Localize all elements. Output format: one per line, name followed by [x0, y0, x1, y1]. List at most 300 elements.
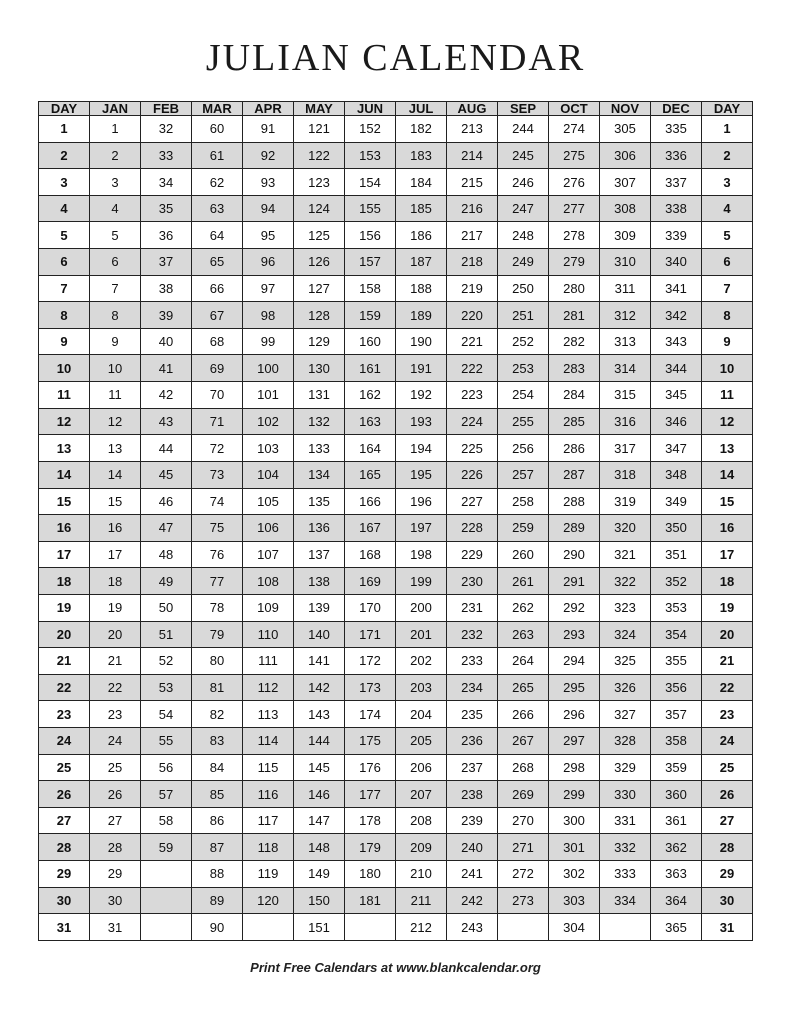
julian-day-cell: 365 — [651, 914, 702, 941]
julian-day-cell: 51 — [141, 621, 192, 648]
julian-day-cell: 29 — [90, 861, 141, 888]
julian-day-cell — [345, 914, 396, 941]
day-number-left: 2 — [39, 142, 90, 169]
julian-day-cell: 313 — [600, 328, 651, 355]
julian-day-cell: 107 — [243, 541, 294, 568]
julian-day-cell: 249 — [498, 249, 549, 276]
julian-day-cell: 90 — [192, 914, 243, 941]
julian-day-cell: 245 — [498, 142, 549, 169]
julian-day-cell: 233 — [447, 648, 498, 675]
julian-day-cell: 255 — [498, 408, 549, 435]
header-jul: JUL — [396, 102, 447, 116]
julian-day-cell: 159 — [345, 302, 396, 329]
julian-day-cell: 34 — [141, 169, 192, 196]
table-row — [39, 116, 753, 143]
julian-day-cell: 280 — [549, 275, 600, 302]
day-number-right: 17 — [702, 541, 753, 568]
julian-day-cell: 331 — [600, 807, 651, 834]
julian-day-cell: 96 — [243, 249, 294, 276]
julian-day-cell: 209 — [396, 834, 447, 861]
julian-day-cell: 98 — [243, 302, 294, 329]
julian-day-cell: 344 — [651, 355, 702, 382]
table-row — [39, 541, 753, 568]
julian-day-cell: 219 — [447, 275, 498, 302]
julian-day-cell: 63 — [192, 195, 243, 222]
julian-day-cell: 44 — [141, 435, 192, 462]
julian-day-cell: 147 — [294, 807, 345, 834]
julian-day-cell: 6 — [90, 249, 141, 276]
julian-day-cell: 126 — [294, 249, 345, 276]
julian-day-cell: 140 — [294, 621, 345, 648]
day-number-left: 16 — [39, 515, 90, 542]
julian-day-cell: 290 — [549, 541, 600, 568]
julian-day-cell: 349 — [651, 488, 702, 515]
julian-day-cell: 110 — [243, 621, 294, 648]
julian-day-cell: 115 — [243, 754, 294, 781]
day-number-right: 11 — [702, 382, 753, 409]
julian-day-cell: 42 — [141, 382, 192, 409]
julian-day-cell — [141, 861, 192, 888]
julian-day-cell: 35 — [141, 195, 192, 222]
julian-day-cell: 230 — [447, 568, 498, 595]
julian-day-cell: 351 — [651, 541, 702, 568]
day-number-right: 13 — [702, 435, 753, 462]
julian-day-cell: 46 — [141, 488, 192, 515]
julian-day-cell: 252 — [498, 328, 549, 355]
julian-day-cell: 1 — [90, 116, 141, 143]
julian-day-cell: 348 — [651, 461, 702, 488]
julian-day-cell: 220 — [447, 302, 498, 329]
day-number-right: 19 — [702, 594, 753, 621]
julian-day-cell: 213 — [447, 116, 498, 143]
table-row — [39, 914, 753, 941]
day-number-right: 24 — [702, 728, 753, 755]
julian-day-cell: 359 — [651, 754, 702, 781]
julian-day-cell: 113 — [243, 701, 294, 728]
julian-day-cell: 299 — [549, 781, 600, 808]
julian-day-cell: 136 — [294, 515, 345, 542]
julian-day-cell: 216 — [447, 195, 498, 222]
table-row — [39, 435, 753, 462]
day-number-left: 31 — [39, 914, 90, 941]
julian-day-cell: 357 — [651, 701, 702, 728]
header-jun: JUN — [345, 102, 396, 116]
julian-day-cell: 150 — [294, 887, 345, 914]
julian-day-cell: 307 — [600, 169, 651, 196]
day-number-right: 28 — [702, 834, 753, 861]
julian-day-cell: 330 — [600, 781, 651, 808]
day-number-right: 3 — [702, 169, 753, 196]
julian-day-cell — [243, 914, 294, 941]
julian-day-cell: 120 — [243, 887, 294, 914]
julian-day-cell: 278 — [549, 222, 600, 249]
julian-day-cell: 338 — [651, 195, 702, 222]
julian-day-cell: 43 — [141, 408, 192, 435]
day-number-left: 10 — [39, 355, 90, 382]
julian-day-cell: 247 — [498, 195, 549, 222]
julian-day-cell: 86 — [192, 807, 243, 834]
julian-day-cell: 171 — [345, 621, 396, 648]
day-number-left: 26 — [39, 781, 90, 808]
julian-day-cell: 187 — [396, 249, 447, 276]
day-number-right: 12 — [702, 408, 753, 435]
julian-day-cell: 80 — [192, 648, 243, 675]
julian-day-cell: 277 — [549, 195, 600, 222]
julian-day-cell: 85 — [192, 781, 243, 808]
julian-day-cell: 176 — [345, 754, 396, 781]
julian-day-cell: 200 — [396, 594, 447, 621]
day-number-left: 21 — [39, 648, 90, 675]
julian-day-cell: 289 — [549, 515, 600, 542]
julian-day-cell: 360 — [651, 781, 702, 808]
day-number-left: 12 — [39, 408, 90, 435]
julian-day-cell: 301 — [549, 834, 600, 861]
table-row — [39, 754, 753, 781]
julian-day-cell: 100 — [243, 355, 294, 382]
julian-day-cell: 227 — [447, 488, 498, 515]
julian-day-cell: 276 — [549, 169, 600, 196]
table-row — [39, 408, 753, 435]
julian-day-cell: 188 — [396, 275, 447, 302]
julian-day-cell: 158 — [345, 275, 396, 302]
julian-day-cell: 102 — [243, 408, 294, 435]
julian-day-cell: 184 — [396, 169, 447, 196]
julian-day-cell: 130 — [294, 355, 345, 382]
julian-day-cell: 168 — [345, 541, 396, 568]
julian-day-cell: 58 — [141, 807, 192, 834]
julian-day-cell: 251 — [498, 302, 549, 329]
table-row — [39, 222, 753, 249]
header-nov: NOV — [600, 102, 651, 116]
julian-day-cell: 206 — [396, 754, 447, 781]
julian-day-cell: 350 — [651, 515, 702, 542]
julian-day-cell: 195 — [396, 461, 447, 488]
julian-day-cell: 288 — [549, 488, 600, 515]
day-number-right: 18 — [702, 568, 753, 595]
julian-day-cell: 114 — [243, 728, 294, 755]
julian-day-cell: 192 — [396, 382, 447, 409]
julian-day-cell: 36 — [141, 222, 192, 249]
julian-day-cell: 237 — [447, 754, 498, 781]
julian-day-cell: 19 — [90, 594, 141, 621]
julian-day-cell: 13 — [90, 435, 141, 462]
julian-day-cell: 119 — [243, 861, 294, 888]
julian-calendar-table — [38, 101, 753, 941]
day-number-right: 22 — [702, 674, 753, 701]
day-number-left: 11 — [39, 382, 90, 409]
julian-day-cell: 253 — [498, 355, 549, 382]
julian-day-cell: 228 — [447, 515, 498, 542]
julian-day-cell: 127 — [294, 275, 345, 302]
day-number-left: 30 — [39, 887, 90, 914]
julian-day-cell: 332 — [600, 834, 651, 861]
julian-day-cell: 311 — [600, 275, 651, 302]
julian-day-cell: 52 — [141, 648, 192, 675]
julian-day-cell: 303 — [549, 887, 600, 914]
day-number-right: 6 — [702, 249, 753, 276]
julian-day-cell: 112 — [243, 674, 294, 701]
julian-day-cell: 256 — [498, 435, 549, 462]
julian-day-cell: 259 — [498, 515, 549, 542]
julian-day-cell: 210 — [396, 861, 447, 888]
julian-day-cell: 87 — [192, 834, 243, 861]
julian-day-cell: 293 — [549, 621, 600, 648]
julian-day-cell: 203 — [396, 674, 447, 701]
julian-day-cell: 60 — [192, 116, 243, 143]
julian-day-cell: 142 — [294, 674, 345, 701]
julian-day-cell: 20 — [90, 621, 141, 648]
julian-day-cell: 243 — [447, 914, 498, 941]
julian-day-cell: 169 — [345, 568, 396, 595]
day-number-left: 19 — [39, 594, 90, 621]
julian-day-cell: 275 — [549, 142, 600, 169]
julian-day-cell: 122 — [294, 142, 345, 169]
julian-day-cell — [141, 914, 192, 941]
julian-day-cell: 165 — [345, 461, 396, 488]
julian-day-cell: 106 — [243, 515, 294, 542]
day-number-left: 13 — [39, 435, 90, 462]
julian-day-cell: 161 — [345, 355, 396, 382]
julian-day-cell: 284 — [549, 382, 600, 409]
julian-day-cell: 314 — [600, 355, 651, 382]
julian-day-cell: 67 — [192, 302, 243, 329]
julian-day-cell: 352 — [651, 568, 702, 595]
julian-day-cell: 32 — [141, 116, 192, 143]
julian-day-cell: 272 — [498, 861, 549, 888]
julian-day-cell: 153 — [345, 142, 396, 169]
julian-day-cell: 204 — [396, 701, 447, 728]
julian-day-cell: 62 — [192, 169, 243, 196]
table-row — [39, 169, 753, 196]
julian-day-cell: 41 — [141, 355, 192, 382]
julian-day-cell: 18 — [90, 568, 141, 595]
julian-day-cell: 39 — [141, 302, 192, 329]
julian-day-cell: 312 — [600, 302, 651, 329]
julian-day-cell: 296 — [549, 701, 600, 728]
julian-day-cell: 286 — [549, 435, 600, 462]
julian-day-cell: 8 — [90, 302, 141, 329]
julian-day-cell: 248 — [498, 222, 549, 249]
julian-day-cell: 78 — [192, 594, 243, 621]
julian-day-cell: 75 — [192, 515, 243, 542]
julian-day-cell: 4 — [90, 195, 141, 222]
julian-day-cell: 342 — [651, 302, 702, 329]
julian-day-cell: 50 — [141, 594, 192, 621]
julian-day-cell: 3 — [90, 169, 141, 196]
julian-day-cell: 265 — [498, 674, 549, 701]
day-number-right: 2 — [702, 142, 753, 169]
julian-day-cell: 229 — [447, 541, 498, 568]
julian-day-cell: 235 — [447, 701, 498, 728]
day-number-right: 5 — [702, 222, 753, 249]
julian-day-cell: 266 — [498, 701, 549, 728]
julian-day-cell: 218 — [447, 249, 498, 276]
julian-day-cell: 179 — [345, 834, 396, 861]
julian-day-cell: 308 — [600, 195, 651, 222]
julian-day-cell: 163 — [345, 408, 396, 435]
day-number-right: 29 — [702, 861, 753, 888]
julian-day-cell: 65 — [192, 249, 243, 276]
julian-day-cell: 118 — [243, 834, 294, 861]
julian-day-cell: 260 — [498, 541, 549, 568]
julian-day-cell: 240 — [447, 834, 498, 861]
julian-day-cell: 341 — [651, 275, 702, 302]
julian-day-cell: 170 — [345, 594, 396, 621]
julian-day-cell: 175 — [345, 728, 396, 755]
julian-day-cell: 24 — [90, 728, 141, 755]
julian-day-cell: 356 — [651, 674, 702, 701]
julian-day-cell: 45 — [141, 461, 192, 488]
table-row — [39, 195, 753, 222]
julian-day-cell: 238 — [447, 781, 498, 808]
julian-day-cell: 334 — [600, 887, 651, 914]
day-number-left: 20 — [39, 621, 90, 648]
day-number-left: 9 — [39, 328, 90, 355]
julian-day-cell: 362 — [651, 834, 702, 861]
julian-day-cell: 160 — [345, 328, 396, 355]
julian-day-cell: 223 — [447, 382, 498, 409]
julian-day-cell: 194 — [396, 435, 447, 462]
table-row — [39, 728, 753, 755]
header-apr: APR — [243, 102, 294, 116]
julian-day-cell: 166 — [345, 488, 396, 515]
day-number-left: 25 — [39, 754, 90, 781]
day-number-right: 27 — [702, 807, 753, 834]
header-oct: OCT — [549, 102, 600, 116]
julian-day-cell: 305 — [600, 116, 651, 143]
julian-day-cell: 191 — [396, 355, 447, 382]
julian-day-cell: 16 — [90, 515, 141, 542]
julian-day-cell: 201 — [396, 621, 447, 648]
header-jan: JAN — [90, 102, 141, 116]
julian-day-cell: 353 — [651, 594, 702, 621]
julian-day-cell: 22 — [90, 674, 141, 701]
julian-day-cell: 139 — [294, 594, 345, 621]
table-row — [39, 302, 753, 329]
julian-day-cell: 15 — [90, 488, 141, 515]
julian-day-cell: 300 — [549, 807, 600, 834]
julian-day-cell: 354 — [651, 621, 702, 648]
julian-day-cell: 268 — [498, 754, 549, 781]
julian-day-cell: 66 — [192, 275, 243, 302]
julian-day-cell: 258 — [498, 488, 549, 515]
day-number-left: 4 — [39, 195, 90, 222]
julian-day-cell: 26 — [90, 781, 141, 808]
julian-day-cell: 181 — [345, 887, 396, 914]
julian-day-cell: 77 — [192, 568, 243, 595]
julian-day-cell: 47 — [141, 515, 192, 542]
julian-day-cell: 101 — [243, 382, 294, 409]
day-number-right: 7 — [702, 275, 753, 302]
julian-day-cell: 254 — [498, 382, 549, 409]
julian-day-cell: 225 — [447, 435, 498, 462]
day-number-left: 3 — [39, 169, 90, 196]
day-number-right: 20 — [702, 621, 753, 648]
julian-day-cell: 263 — [498, 621, 549, 648]
julian-day-cell: 197 — [396, 515, 447, 542]
day-number-left: 22 — [39, 674, 90, 701]
julian-day-cell: 91 — [243, 116, 294, 143]
julian-day-cell: 14 — [90, 461, 141, 488]
julian-day-cell: 232 — [447, 621, 498, 648]
julian-day-cell: 239 — [447, 807, 498, 834]
julian-day-cell: 304 — [549, 914, 600, 941]
julian-day-cell: 306 — [600, 142, 651, 169]
julian-day-cell: 134 — [294, 461, 345, 488]
julian-day-cell: 262 — [498, 594, 549, 621]
julian-day-cell: 177 — [345, 781, 396, 808]
table-row — [39, 887, 753, 914]
julian-day-cell — [600, 914, 651, 941]
julian-day-cell: 211 — [396, 887, 447, 914]
julian-day-cell: 326 — [600, 674, 651, 701]
julian-day-cell: 193 — [396, 408, 447, 435]
julian-day-cell: 37 — [141, 249, 192, 276]
julian-day-cell: 241 — [447, 861, 498, 888]
julian-day-cell: 82 — [192, 701, 243, 728]
table-row — [39, 807, 753, 834]
table-row — [39, 594, 753, 621]
julian-day-cell: 309 — [600, 222, 651, 249]
day-number-right: 8 — [702, 302, 753, 329]
julian-day-cell: 144 — [294, 728, 345, 755]
julian-day-cell: 205 — [396, 728, 447, 755]
julian-day-cell: 89 — [192, 887, 243, 914]
julian-day-cell: 246 — [498, 169, 549, 196]
day-number-right: 15 — [702, 488, 753, 515]
julian-day-cell: 347 — [651, 435, 702, 462]
julian-day-cell: 135 — [294, 488, 345, 515]
julian-day-cell: 345 — [651, 382, 702, 409]
day-number-left: 6 — [39, 249, 90, 276]
julian-day-cell: 199 — [396, 568, 447, 595]
day-number-left: 23 — [39, 701, 90, 728]
julian-day-cell: 152 — [345, 116, 396, 143]
julian-day-cell: 346 — [651, 408, 702, 435]
julian-day-cell: 117 — [243, 807, 294, 834]
julian-day-cell: 274 — [549, 116, 600, 143]
julian-day-cell: 59 — [141, 834, 192, 861]
julian-day-cell: 38 — [141, 275, 192, 302]
julian-day-cell: 298 — [549, 754, 600, 781]
day-number-right: 16 — [702, 515, 753, 542]
julian-day-cell: 283 — [549, 355, 600, 382]
julian-day-cell: 97 — [243, 275, 294, 302]
julian-day-cell: 167 — [345, 515, 396, 542]
day-number-left: 29 — [39, 861, 90, 888]
julian-day-cell: 186 — [396, 222, 447, 249]
julian-day-cell: 236 — [447, 728, 498, 755]
julian-day-cell: 361 — [651, 807, 702, 834]
julian-day-cell: 297 — [549, 728, 600, 755]
julian-day-cell: 180 — [345, 861, 396, 888]
table-row — [39, 488, 753, 515]
day-number-left: 7 — [39, 275, 90, 302]
julian-day-cell: 217 — [447, 222, 498, 249]
julian-day-cell: 92 — [243, 142, 294, 169]
julian-day-cell: 335 — [651, 116, 702, 143]
table-row — [39, 648, 753, 675]
table-row — [39, 701, 753, 728]
table-row — [39, 275, 753, 302]
julian-day-cell: 295 — [549, 674, 600, 701]
julian-day-cell: 109 — [243, 594, 294, 621]
julian-day-cell: 250 — [498, 275, 549, 302]
julian-day-cell: 108 — [243, 568, 294, 595]
julian-day-cell: 224 — [447, 408, 498, 435]
julian-day-cell: 138 — [294, 568, 345, 595]
header-mar: MAR — [192, 102, 243, 116]
